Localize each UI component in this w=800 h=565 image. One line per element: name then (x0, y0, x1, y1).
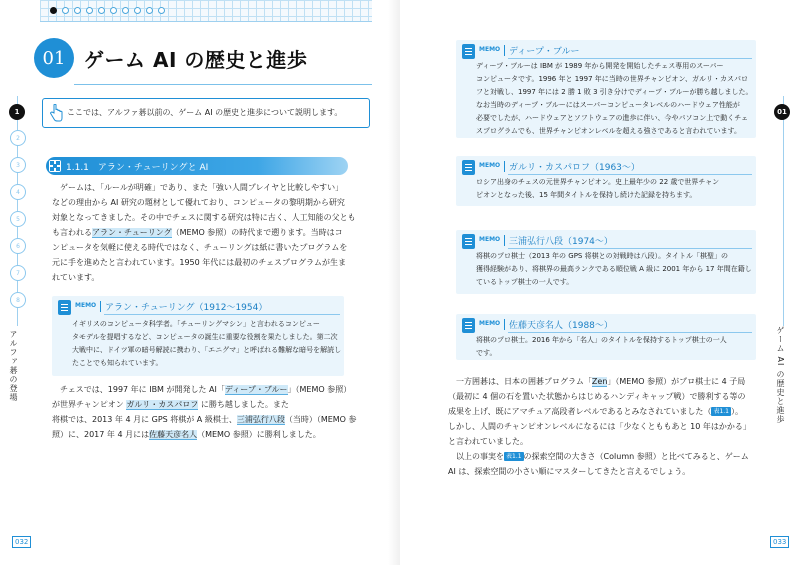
memo-label: MEMO (479, 320, 501, 327)
page-number-right: 033 (770, 536, 789, 548)
intro-text: ここでは、アルファ碁以前の、ゲーム AI の歴史と進歩について説明します。 (67, 108, 343, 117)
progress-dot (146, 7, 153, 14)
chapter-tab-active[interactable]: 1 (9, 104, 25, 120)
memo-line: たことでも知られています。 (72, 359, 163, 367)
memo-label: MEMO (479, 236, 501, 243)
right-running-head: ゲーム AI の歴史と進歩 (776, 326, 785, 424)
page-number-left: 032 (12, 536, 31, 548)
left-paragraph-2 (52, 382, 357, 442)
memo-body (476, 334, 727, 360)
text-line: AI は、探索空間の小さい順にマスターしてきたと言えるでしょう。 (448, 467, 691, 476)
memo-title: 三浦弘行八段（1974〜） (509, 237, 613, 247)
memo-line: スプログラムでも、世界チャンピオンレベルを超える強さであると言われています。 (476, 127, 741, 135)
memo-line: フと対戦し、1997 年には 2 勝 1 敗 3 引き分けでディープ・ブルーが勝ち越しました。 (476, 88, 753, 96)
text-line: が世界チャンピオン ガルリ・カスパロフ に勝ち越しました。また (52, 400, 289, 409)
right-page (400, 0, 800, 565)
sato-link[interactable]: 佐藤天彦名人 (149, 430, 198, 439)
progress-dot (122, 7, 129, 14)
memo-line: ピオンとなった後、15 年間タイトルを保持し続けた記録を持ちます。 (476, 191, 697, 199)
section-heading (46, 157, 348, 175)
left-paragraph-1 (52, 180, 356, 285)
chapter-tab-2[interactable]: 2 (10, 130, 26, 146)
text-line: 将棋では、2013 年 4 月に GPS 将棋が A 級棋士、三浦弘行八段（当時）（MEMO 参 (52, 415, 357, 424)
memo-label: MEMO (479, 162, 501, 169)
chapter-tab-4[interactable]: 4 (10, 184, 26, 200)
pointing-hand-icon (49, 104, 63, 122)
deepblue-link[interactable]: ディープ・ブルー (224, 385, 288, 394)
turing-link[interactable]: アラン・チューリング (92, 228, 172, 237)
text-line: 以上の事実を 表1.1 の探索空間の大きさ（Column 参照）と比べてみると、ゲーム (456, 452, 749, 461)
text-line: 元に手を進めたと言われています。1950 年代には最初のチェスプログラムが生ま (52, 258, 346, 267)
right-paragraph (448, 374, 751, 479)
memo-turing (52, 296, 344, 376)
text-line: 成果を上げ、既にアマチュア高段者レベルであるとみなされていました（ 表1.1 ）。 (448, 407, 743, 416)
memo-note-icon (462, 318, 475, 333)
section-grid-icon (49, 160, 61, 172)
memo-line: タモデルを提唱するなど、コンピュータの誕生に重要な役割を果たしました。第二次 (72, 333, 338, 341)
memo-line: 将棋のプロ棋士。2016 年から「名人」のタイトルを保持するトップ棋士の一人 (476, 336, 727, 344)
memo-line: 獲得経験があり、将棋界の最高ランクである順位戦 A 級に 2001 年から 17 年間在籍し (476, 265, 752, 273)
memo-line: ディープ・ブルーは IBM が 1989 年から開発を開始したチェス専用のスーパー (476, 62, 724, 70)
table-ref-badge[interactable]: 表1.1 (506, 453, 522, 460)
chapter-tab-active-right[interactable]: 01 (774, 104, 790, 120)
text-line: ンピュータを気軽に使える時代ではなく、チューリングは紙に書いたプログラムを (52, 243, 348, 252)
progress-dot (74, 7, 81, 14)
table-ref-badge[interactable]: 表1.1 (713, 408, 729, 415)
text-line: 一方囲碁は、日本の囲碁プログラム「Zen」（MEMO 参照）がプロ棋士に 4 子局 (456, 377, 746, 386)
miura-link[interactable]: 三浦弘行八段 (236, 415, 285, 424)
memo-note-icon (58, 300, 71, 315)
chapter-tab-8[interactable]: 8 (10, 292, 26, 308)
text-line: しかし、人間のチャンピオンレベルになるには「少なくとももあと 10 年はかかる」 (448, 422, 751, 431)
memo-line: ロシア出身のチェスの元世界チャンピオン。史上最年少の 22 歳で世界チャン (476, 178, 720, 186)
memo-line: です。 (476, 349, 497, 357)
memo-line: 大戦中に、ドイツ軍の暗号解読に携わり、「エニグマ」と呼ばれる難解な暗号を解読し (72, 346, 342, 354)
kasparov-link[interactable]: ガルリ・カスパロフ (126, 400, 199, 409)
progress-dot (86, 7, 93, 14)
text-line: 対象となってきました。その中でチェスに関する研究は特に古く、人工知能の父とも (52, 213, 356, 222)
memo-body (476, 60, 753, 138)
chapter-title: ゲーム AI の歴史と進歩 (84, 48, 308, 72)
text-line: れています。 (52, 273, 100, 282)
chapter-rule (74, 84, 372, 85)
progress-dot (98, 7, 105, 14)
memo-body (476, 250, 752, 289)
memo-miura (456, 230, 756, 294)
memo-title: ガルリ・カスパロフ（1963〜） (509, 163, 640, 173)
text-line: チェスでは、1997 年に IBM が開発した AI「ディープ・ブルー」（MEMO 参照） (60, 385, 352, 394)
memo-title: アラン・チューリング（1912〜1954） (105, 303, 268, 313)
chapter-number: 01 (34, 38, 74, 78)
chapter-tab-7[interactable]: 7 (10, 265, 26, 281)
left-running-head: アルファ碁の登場 (9, 330, 18, 402)
progress-dot (110, 7, 117, 14)
progress-dots (50, 7, 165, 14)
memo-line: なお当時のディープ・ブルーにはスーパーコンピュータレベルのハードウェア性能が (476, 101, 740, 109)
text-line: ゲームは、「ルールが明確」であり、また「強い人間プレイヤと比較しやすい」 (60, 183, 344, 192)
text-line: も言われるアラン・チューリング（MEMO 参照）の時代まで遡ります。当時はコ (52, 228, 343, 237)
memo-deepblue (456, 40, 756, 138)
memo-body (476, 176, 719, 202)
memo-line: イギリスのコンピュータ科学者。「チューリングマシン」と言われるコンピュー (72, 320, 320, 328)
text-line: と言われていました。 (448, 437, 528, 446)
zen-link[interactable]: Zen (591, 377, 608, 386)
text-line: などの理由から AI 研究の題材として優れており、コンピュータの黎明期から研究 (52, 198, 345, 207)
memo-line: コンピュータです。1996 年と 1997 年に当時の世界チャンピオン、ガルリ・カスパロ (476, 75, 748, 83)
memo-label: MEMO (75, 302, 97, 309)
memo-line: ているトップ棋士の一人です。 (476, 278, 574, 286)
memo-label: MEMO (479, 46, 501, 53)
progress-dot (158, 7, 165, 14)
memo-note-icon (462, 44, 475, 59)
memo-note-icon (462, 160, 475, 175)
chapter-tab-6[interactable]: 6 (10, 238, 26, 254)
memo-title: ディープ・ブルー (509, 47, 580, 57)
chapter-tab-5[interactable]: 5 (10, 211, 26, 227)
chapter-tab-3[interactable]: 3 (10, 157, 26, 173)
memo-body (72, 318, 341, 370)
memo-title: 佐藤天彦名人（1988〜） (509, 321, 613, 331)
text-line: 照）に、2017 年 4 月には佐藤天彦名人（MEMO 参照）に勝利しました。 (52, 430, 321, 439)
progress-dot (134, 7, 141, 14)
progress-dot (50, 7, 57, 14)
memo-note-icon (462, 234, 475, 249)
text-line: （最初に 4 個の石を置いた状態からはじめるハンディキャップ戦）で勝利する等の (448, 392, 746, 401)
memo-sato (456, 314, 756, 360)
memo-line: 必要でしたが、ハードウェアとソフトウェアの進歩に伴い、今やパソコン上で動くチェ (476, 114, 749, 122)
section-title: 1.1.1 アラン・チューリングと AI (66, 163, 209, 173)
memo-kasparov (456, 156, 756, 206)
progress-dot (62, 7, 69, 14)
intro-box (42, 98, 370, 128)
memo-line: 将棋のプロ棋士（2013 年の GPS 将棋との対戦時は八段）。タイトル「棋聖」の (476, 252, 728, 260)
